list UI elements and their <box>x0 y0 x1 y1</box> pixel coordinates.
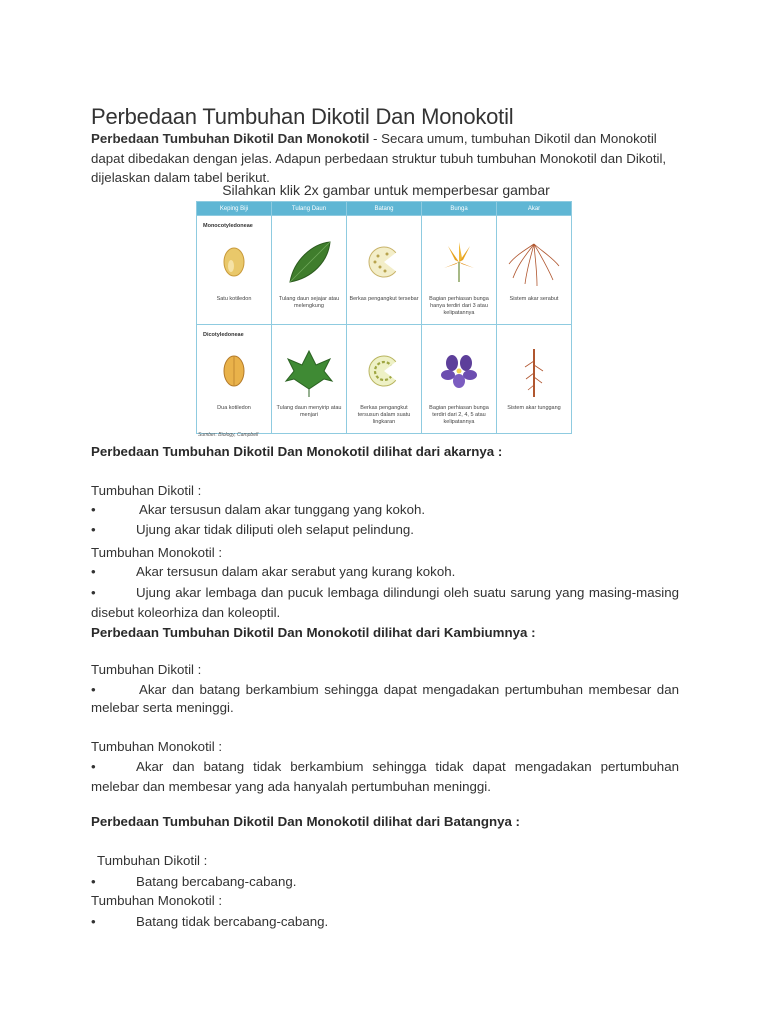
violet-flower-icon <box>422 343 496 401</box>
table-cell-caption: Sistem akar tunggang <box>507 405 561 411</box>
label-monokotil-kambium: Tumbuhan Monokotil : <box>91 739 223 754</box>
table-cell-caption: Sistem akar serabut <box>509 296 559 302</box>
table-cell-caption: Tulang daun sejajar atau melengkung <box>278 296 340 309</box>
table-cell-caption: Bagian perhiasan bunga hanya terdiri dari 3 atau kelipatannya <box>429 296 489 316</box>
bullet-icon: • <box>91 682 96 697</box>
comparison-table-figure[interactable] <box>196 201 572 445</box>
label-dikotil-akar: Tumbuhan Dikotil : <box>91 483 202 498</box>
table-cell-caption: Bagian perhiasan bunga terdiri dari 2, 4, 5 atau kelipatannya <box>429 405 489 425</box>
section-heading-kambium: Perbedaan Tumbuhan Dikotil Dan Monokotil dilihat dari Kambiumnya : <box>91 625 536 640</box>
table-cell <box>497 216 572 325</box>
table-header: Tulang Daun <box>272 202 347 216</box>
dicot-seed-icon <box>197 343 271 401</box>
bullet-icon: • <box>91 914 96 929</box>
section-heading-batang: Perbedaan Tumbuhan Dikotil Dan Monokotil dilihat dari Batangnya : <box>91 814 520 829</box>
table-cell <box>422 325 497 434</box>
page-title: Perbedaan Tumbuhan Dikotil Dan Monokotil <box>91 104 514 129</box>
scattered-stem-icon <box>347 234 421 292</box>
bullet-icon: • <box>91 522 96 537</box>
table-cell <box>197 216 272 325</box>
table-cell-caption: Tulang daun menyirip atau menjari <box>276 405 342 418</box>
fibrous-root-icon <box>497 234 571 292</box>
list-item: • Ujung akar lembaga dan pucuk lembaga dilindungi oleh suatu sarung yang masing-masing disebut koleorhiza dan koleoptil. <box>91 585 679 620</box>
table-cell-caption: Satu kotiledon <box>216 296 252 302</box>
bullet-icon: • <box>91 759 96 774</box>
table-header: Akar <box>497 202 572 216</box>
list-item: • Akar tersusun dalam akar tunggang yang kokoh. <box>91 500 681 520</box>
bullet-icon: • <box>91 585 96 600</box>
list-item: • Batang tidak bercabang-cabang. <box>91 912 681 932</box>
table-cell <box>197 325 272 434</box>
ringed-stem-icon <box>347 343 421 401</box>
intro-lead: Perbedaan Tumbuhan Dikotil Dan Monokotil <box>91 131 370 146</box>
lily-flower-icon <box>422 234 496 292</box>
label-monokotil-akar: Tumbuhan Monokotil : <box>91 545 223 560</box>
figure-source: Sumber: Biology, Campbell <box>198 432 259 438</box>
label-dikotil-kambium: Tumbuhan Dikotil : <box>91 662 202 677</box>
table-cell <box>497 325 572 434</box>
table-cell-caption: Dua kotiledon <box>217 405 251 411</box>
bullet-icon: • <box>91 874 96 889</box>
class-label-dicot: Dicotyledoneae <box>203 332 244 338</box>
label-dikotil-batang: Tumbuhan Dikotil : <box>97 853 208 868</box>
table-cell <box>347 325 422 434</box>
monocot-seed-icon <box>197 234 271 292</box>
table-cell <box>272 216 347 325</box>
bullet-icon: • <box>91 564 96 579</box>
bullet-icon: • <box>91 502 96 517</box>
list-item: • Akar dan batang tidak berkambium sehingga tidak dapat mengadakan pertumbuhan melebar dan membesar yang ada hanyalah pertumbuhan meninggi. <box>91 759 679 794</box>
section-heading-akar: Perbedaan Tumbuhan Dikotil Dan Monokotil dilihat dari akarnya : <box>91 444 503 459</box>
list-item: • Akar dan batang berkambium sehingga dapat mengadakan pertumbuhan membesar dan melebar serta meninggi. <box>91 682 679 715</box>
table-cell-caption: Berkas pengangkut tersebar <box>349 296 419 302</box>
parallel-leaf-icon <box>272 234 346 292</box>
list-item: • Akar tersusun dalam akar serabut yang kurang kokoh. <box>91 562 681 582</box>
table-header: Bunga <box>422 202 497 216</box>
table-header: Batang <box>347 202 422 216</box>
table-header: Keping Biji <box>197 202 272 216</box>
table-cell-caption: Berkas pengangkut tersusun dalam suatu lingkaran <box>357 405 411 425</box>
table-cell <box>347 216 422 325</box>
palmate-leaf-icon <box>272 343 346 401</box>
intro-text: - Secara umum, tumbuhan Dikotil dan Monokotil dapat dibedakan dengan jelas. Adapun perbedaan struktur tubuh tumbuhan Monokotil dan Dikotil, dijelaskan dalam tabel berikut. <box>91 131 667 185</box>
comparison-table <box>196 201 572 434</box>
intro-paragraph <box>91 129 681 188</box>
table-cell <box>422 216 497 325</box>
label-monokotil-batang: Tumbuhan Monokotil : <box>91 893 223 908</box>
list-item: • Batang bercabang-cabang. <box>91 872 681 892</box>
list-item: • Ujung akar tidak diliputi oleh selaput pelindung. <box>91 520 681 540</box>
class-label-monocot: Monocotyledoneae <box>203 223 253 229</box>
taproot-icon <box>497 343 571 401</box>
table-cell <box>272 325 347 434</box>
image-caption: Silahkan klik 2x gambar untuk memperbesar gambar <box>222 182 550 198</box>
